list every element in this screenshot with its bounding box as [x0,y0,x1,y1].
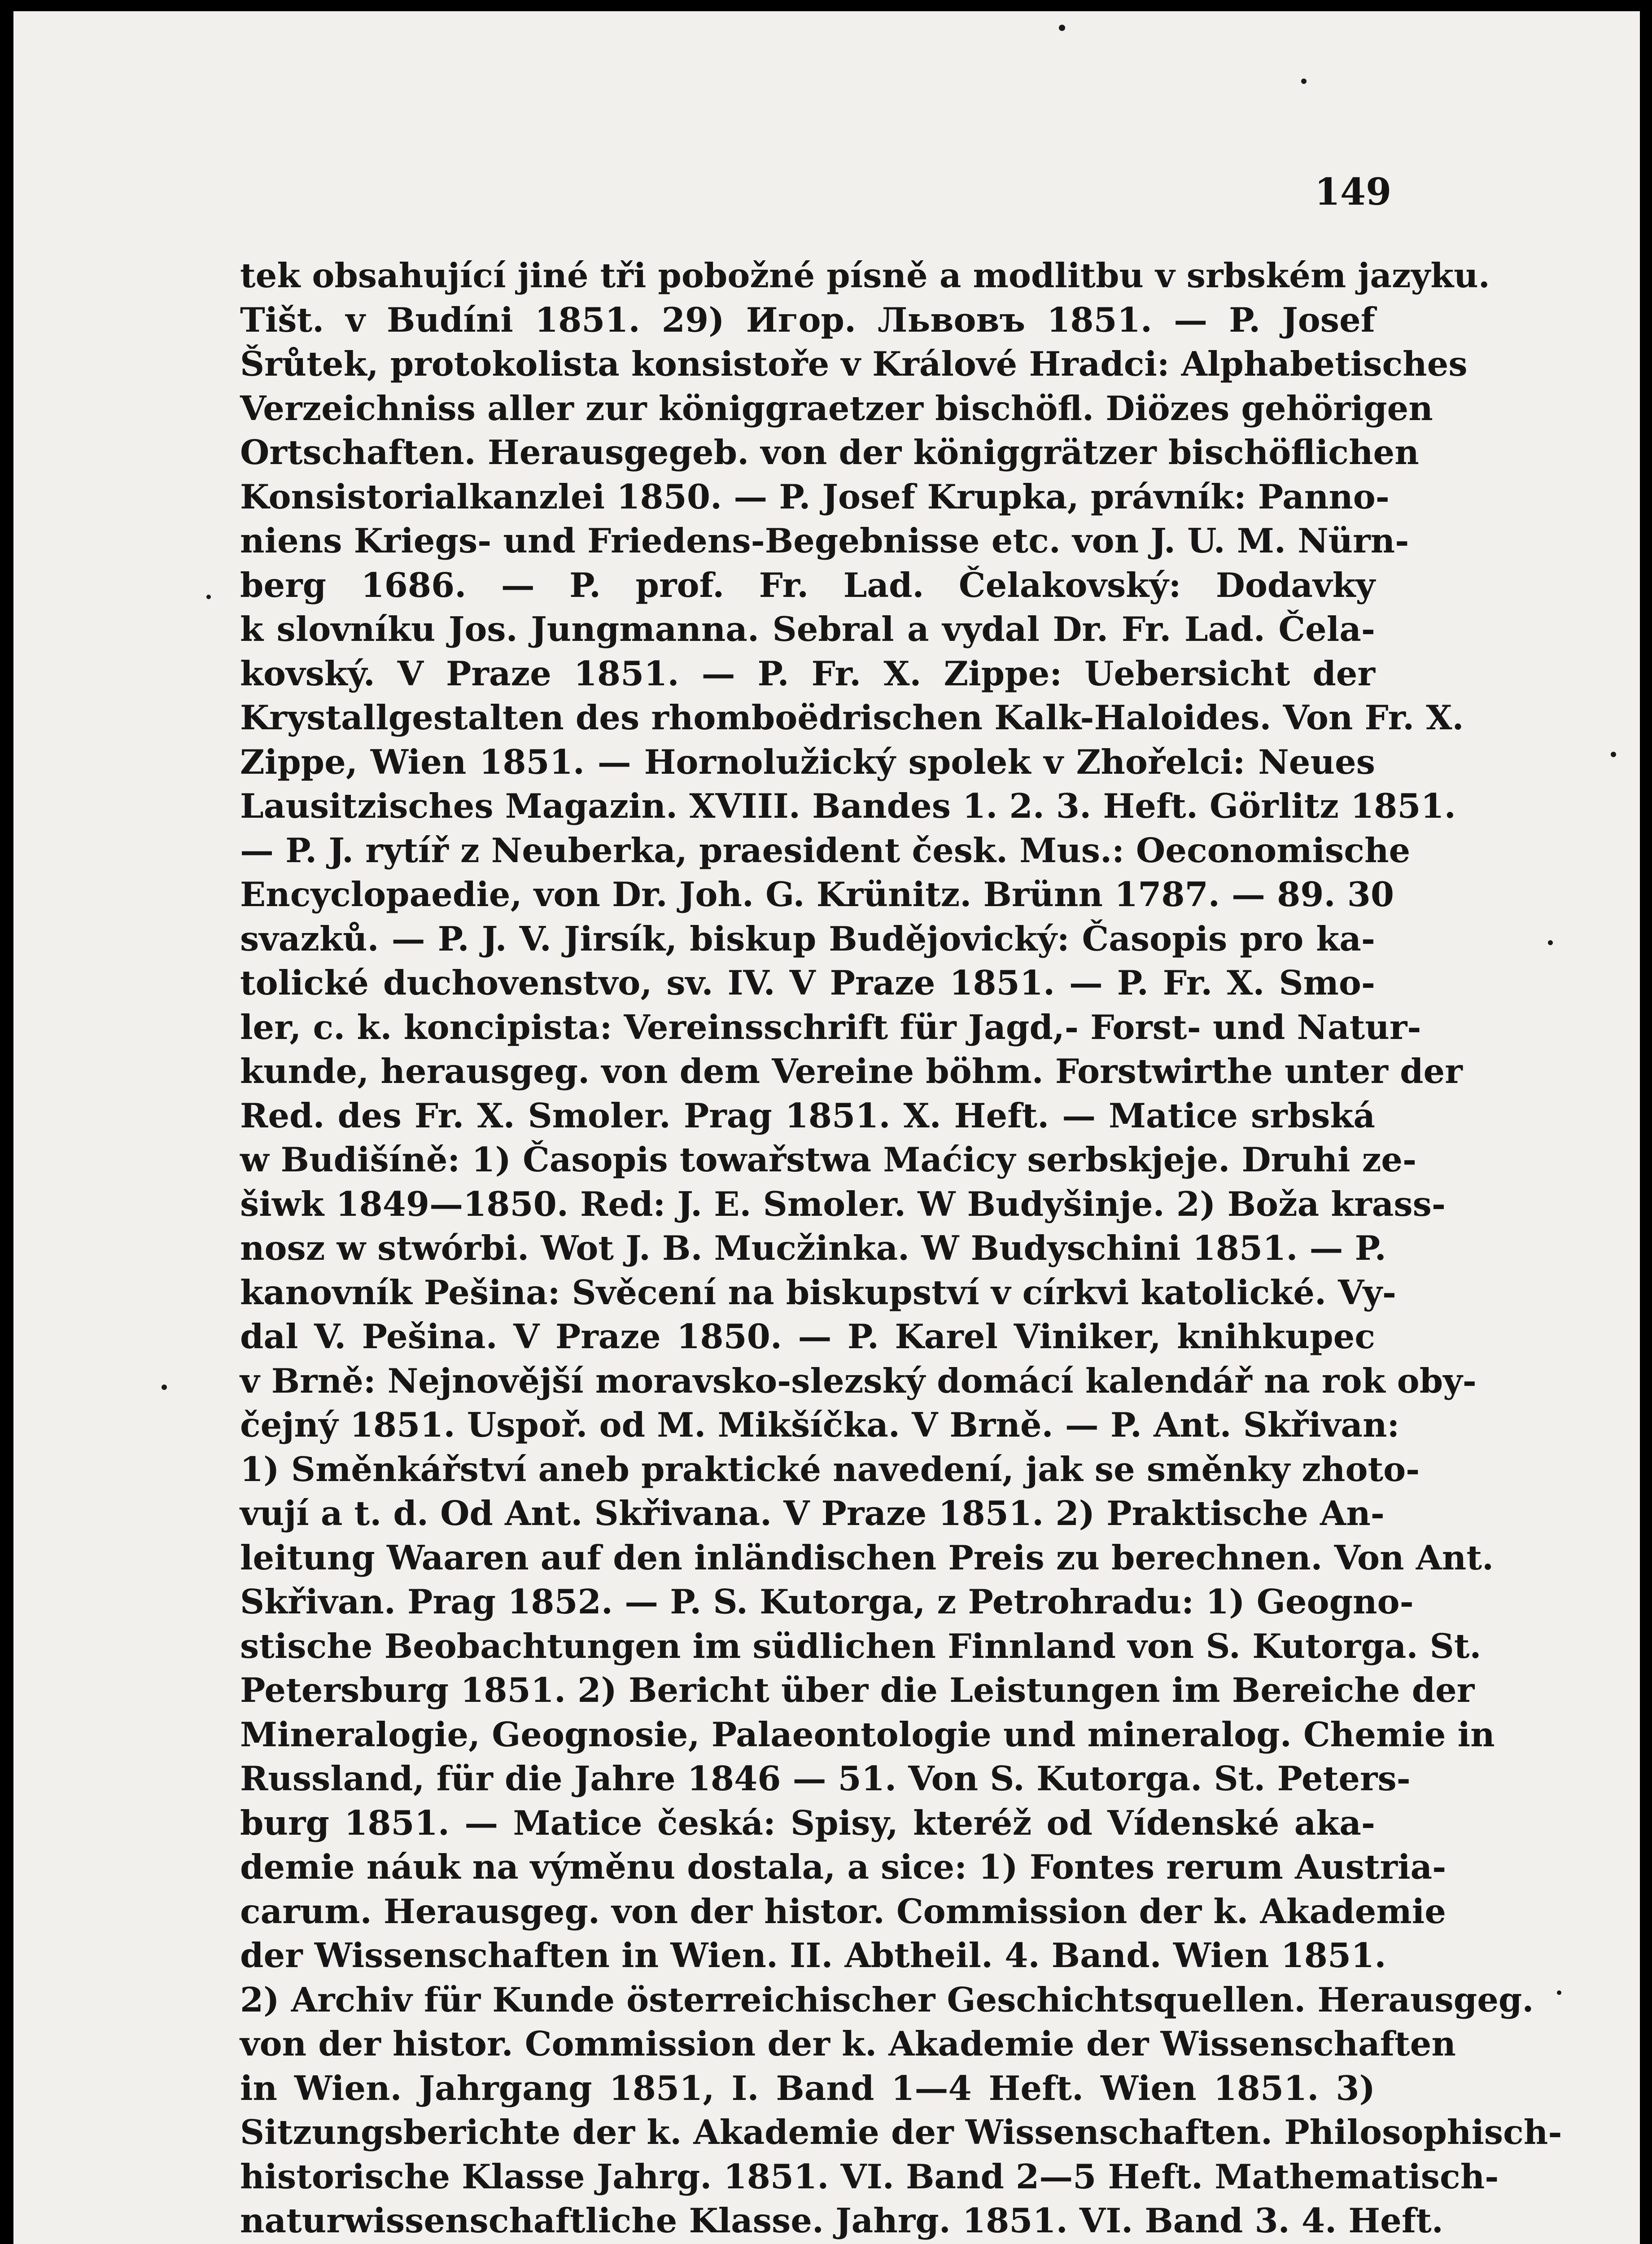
scan-speck [206,595,211,599]
scan-speck [1301,79,1307,84]
text-line: Petersburg 1851. 2) Bericht über die Leistungen im Bereiche der [240,1670,1475,1710]
text-line: leitung Waaren auf den inländischen Preis zu berechnen. Von Ant. [240,1538,1494,1578]
text-line: berg 1686. — P. prof. Fr. Lad. Čelakovský: Dodavky [240,565,1375,605]
text-line: stische Beobachtungen im südlichen Finnland von S. Kutorga. St. [240,1626,1482,1666]
text-line: von der histor. Commission der k. Akademie der Wissenschaften [240,2024,1456,2064]
text-line: nosz w stwórbi. Wot J. B. Mucžinka. W Budyschini 1851. — P. [240,1228,1386,1268]
text-line: čejný 1851. Uspoř. od M. Mikšíčka. V Brně. — P. Ant. Skřivan: [240,1405,1400,1445]
text-line: šiwk 1849—1850. Red: J. E. Smoler. W Budyšinje. 2) Boža krass- [240,1184,1446,1224]
text-line: Tišt. v Budíni 1851. 29) Игор. Львовъ 1851. — P. Josef [240,300,1375,340]
text-line: der Wissenschaften in Wien. II. Abtheil. 4. Band. Wien 1851. [240,1936,1386,1975]
text-line: — P. J. rytíř z Neuberka, praesident česk. Mus.: Oeconomische [240,830,1411,870]
text-line: Konsistorialkanzlei 1850. — P. Josef Krupka, právník: Panno- [240,477,1390,517]
text-line: Encyclopaedie, von Dr. Joh. G. Krünitz. Brünn 1787. — 89. 30 [240,875,1394,914]
text-line: in Wien. Jahrgang 1851, I. Band 1—4 Heft. Wien 1851. 3) [240,2068,1375,2108]
book-page [13,11,1640,2244]
text-line: ler, c. k. koncipista: Vereinsschrift für Jagd,- Forst- und Natur- [240,1007,1421,1047]
text-line: naturwissenschaftliche Klasse. Jahrg. 1851. VI. Band 3. 4. Heft. [240,2201,1443,2240]
scan-speck [1548,940,1553,945]
text-line: 1) Směnkářství aneb praktické navedení, jak se směnky zhoto- [240,1449,1420,1489]
text-line: w Budišíně: 1) Časopis towařstwa Maćicy serbskjeje. Druhi ze- [240,1140,1417,1179]
scan-speck [1059,25,1065,31]
page-number: 149 [1315,171,1392,214]
text-line: Šrůtek, protokolista konsistoře v Králové Hradci: Alphabetisches [240,344,1468,384]
text-line: Russland, für die Jahre 1846 — 51. Von S. Kutorga. St. Peters- [240,1759,1411,1798]
text-line: kanovník Pešina: Svěcení na biskupství v církvi katolické. Vy- [240,1272,1397,1312]
text-line: burg 1851. — Matice česká: Spisy, kteréž od Vídenské aka- [240,1803,1375,1843]
text-line: tolické duchovenstvo, sv. IV. V Praze 1851. — P. Fr. X. Smo- [240,963,1375,1003]
text-line: dal V. Pešina. V Praze 1850. — P. Karel Viniker, knihkupec [240,1317,1375,1356]
scan-speck [1611,752,1616,757]
text-line: 2) Archiv für Kunde österreichischer Geschichtsquellen. Herausgeg. [240,1980,1534,2020]
body-text [240,254,1562,2244]
text-line: Sitzungsberichte der k. Akademie der Wissenschaften. Philosophisch- [240,2113,1562,2152]
text-line: vují a t. d. Od Ant. Skřivana. V Praze 1851. 2) Praktische An- [240,1494,1385,1533]
text-line: Skřivan. Prag 1852. — P. S. Kutorga, z Petrohradu: 1) Geogno- [240,1582,1414,1622]
text-line: svazků. — P. J. V. Jirsík, biskup Budějovický: Časopis pro ka- [240,919,1375,959]
text-line: Mineralogie, Geognosie, Palaeontologie und mineralog. Chemie in [240,1714,1495,1754]
scan-speck [162,1385,167,1390]
text-line: tek obsahující jiné tři pobožné písně a modlitbu v srbském jazyku. [240,256,1490,295]
text-line: Verzeichniss aller zur königgraetzer bischöfl. Diözes gehörigen [240,388,1433,428]
text-line: Lausitzisches Magazin. XVIII. Bandes 1. 2. 3. Heft. Görlitz 1851. [240,786,1456,826]
text-line: kunde, herausgeg. von dem Vereine böhm. Forstwirthe unter der [240,1052,1463,1091]
text-line: niens Kriegs- und Friedens-Begebnisse etc. von J. U. M. Nürn- [240,521,1409,561]
text-line: v Brně: Nejnovější moravsko-slezský domácí kalendář na rok oby- [240,1361,1477,1401]
text-line: Red. des Fr. X. Smoler. Prag 1851. X. Heft. — Matice srbská [240,1096,1375,1135]
text-line: carum. Herausgeg. von der histor. Commission der k. Akademie [240,1891,1446,1931]
text-line: demie náuk na výměnu dostala, a sice: 1) Fontes rerum Austria- [240,1847,1447,1887]
text-line: Ortschaften. Herausgegeb. von der königgrätzer bischöflichen [240,433,1419,472]
text-line: k slovníku Jos. Jungmanna. Sebral a vydal Dr. Fr. Lad. Čela- [240,609,1375,649]
scan-speck [1557,1990,1561,1995]
text-line: kovský. V Praze 1851. — P. Fr. X. Zippe: Uebersicht der [240,653,1375,693]
text-line: historische Klasse Jahrg. 1851. VI. Band 2—5 Heft. Mathematisch- [240,2156,1499,2196]
text-line: Krystallgestalten des rhomboëdrischen Kalk-Haloides. Von Fr. X. [240,698,1464,737]
text-line: Zippe, Wien 1851. — Hornolužický spolek v Zhořelci: Neues [240,742,1375,782]
